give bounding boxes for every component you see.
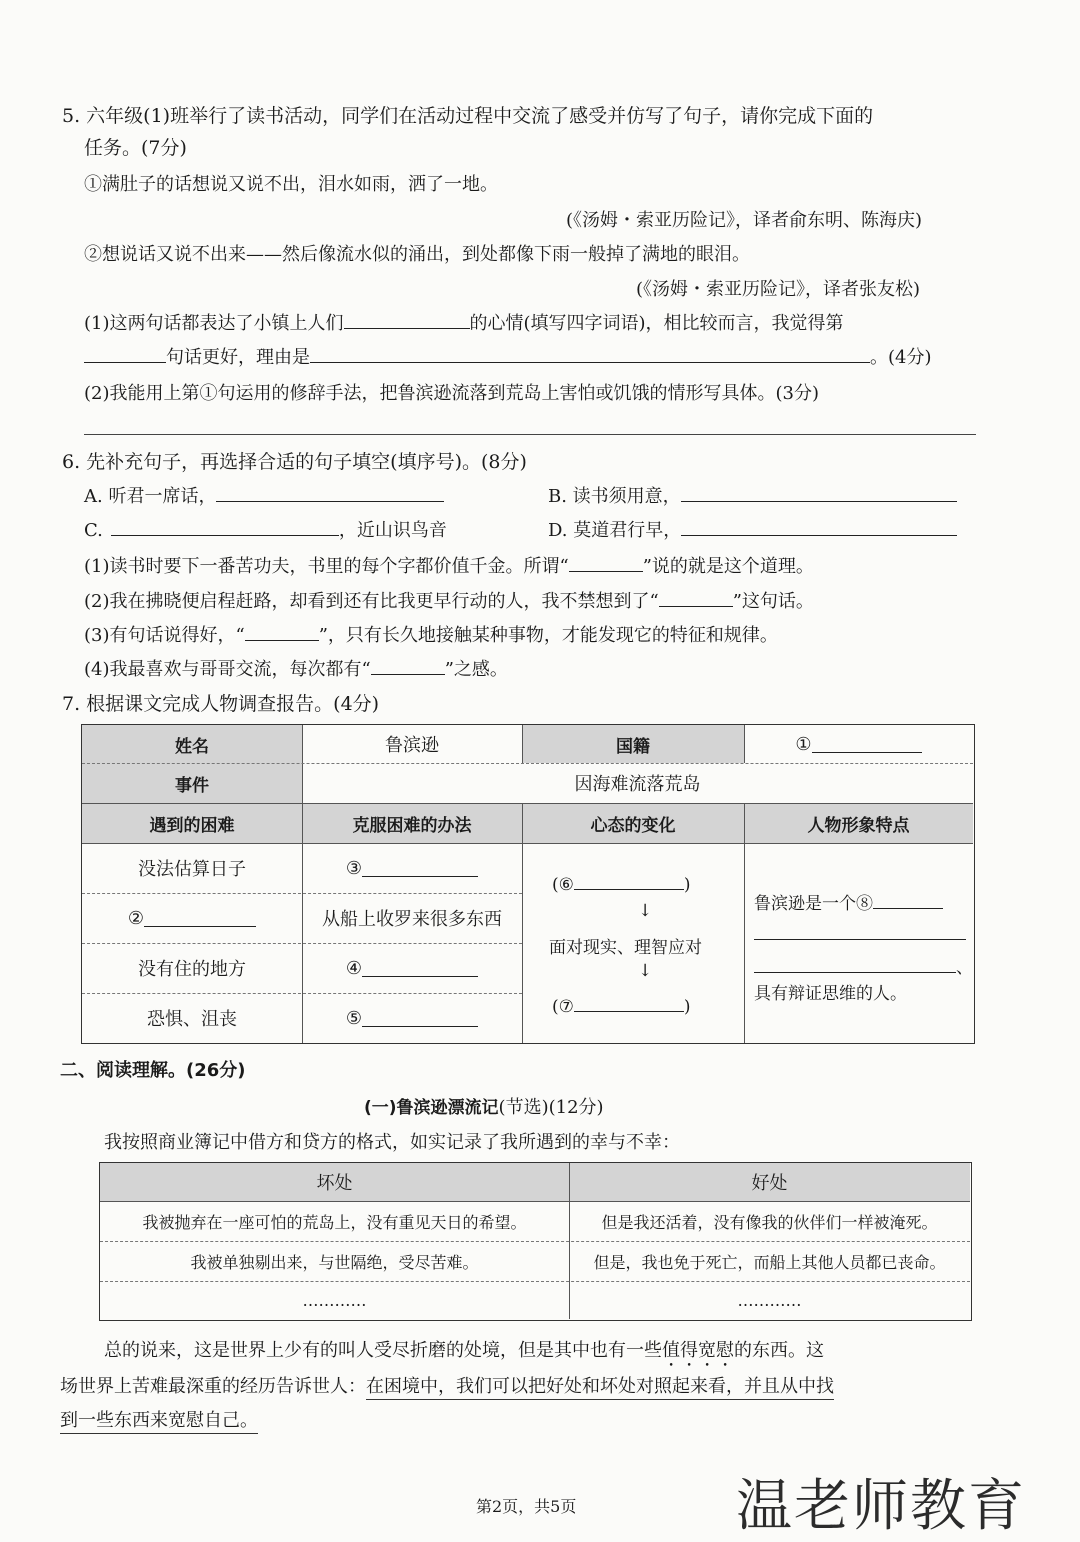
answer-blank[interactable] [216, 485, 444, 502]
th-bad: 坏处 [100, 1163, 569, 1201]
q6-item4: (4)我最喜欢与哥哥交流，每次都有“ ”之感。 [84, 659, 508, 680]
divider [82, 803, 973, 804]
th-difficulty: 遇到的困难 [82, 803, 302, 843]
answer-blank[interactable] [362, 1010, 478, 1027]
answer-blank[interactable] [310, 346, 870, 363]
q5-part1-line2: 句话更好，理由是 。(4分) [84, 343, 932, 369]
divider [82, 993, 522, 994]
q5-sentence-2-source: (《汤姆・索亚历险记》，译者张友松) [636, 279, 921, 300]
td-difficulty: 没有住的地方 [138, 959, 246, 980]
td-difficulty: 没法估算日子 [138, 859, 246, 880]
th-nationality: 国籍 [522, 725, 744, 763]
td-bad: ………… [302, 1290, 367, 1310]
th-good: 好处 [569, 1163, 970, 1201]
answer-blank[interactable] [371, 658, 445, 675]
q5-part2: (2)我能用上第①句运用的修辞手法，把鲁滨逊流落到荒岛上害怕或饥饿的情形写具体。(3分) [84, 383, 819, 404]
trait-line3: 、 [754, 953, 973, 978]
arrow-down-icon: ↓ [638, 901, 653, 921]
answer-blank[interactable] [84, 346, 166, 363]
answer-blank[interactable] [681, 485, 957, 502]
underlined-text: 到一些东西来宽慰自己。 [60, 1410, 258, 1434]
divider [100, 1241, 970, 1242]
td-good: 但是，我也免于死亡，而船上其他人员都已丧命。 [593, 1252, 946, 1272]
divider [82, 893, 522, 894]
q5-line1: 5. 六年级(1)班举行了读书活动，同学们在活动过程中交流了感受并仿写了句子，请你完成下面的 [62, 105, 874, 127]
divider [522, 803, 523, 1043]
th-traits: 人物形象特点 [744, 803, 973, 843]
passage-para3 [60, 1406, 258, 1432]
answer-blank[interactable] [362, 960, 478, 977]
q6-item1: (1)读书时要下一番苦功夫，书里的每个字都价值千金。所谓“ ”说的就是这个道理。 [84, 556, 814, 577]
th-event: 事件 [82, 763, 302, 803]
th-method: 克服困难的办法 [302, 803, 522, 843]
trait-line4: 具有辩证思维的人。 [754, 984, 907, 1004]
divider [522, 725, 523, 763]
trait-line1: 鲁滨逊是一个⑧ [754, 889, 943, 914]
passage-para1: 总的说来，这是世界上少有的叫人受尽折磨的处境，但是其中也有一些值得宽慰的东西。这 [104, 1340, 824, 1361]
q6-item2: (2)我在拂晓便启程赶路，却看到还有比我更早行动的人，我不禁想到了“ ”这句话。 [84, 591, 814, 612]
divider [100, 1281, 970, 1282]
q6-title: 6. 先补充句子，再选择合适的句子填空(填序号)。(8分) [62, 451, 527, 473]
answer-blank[interactable] [362, 860, 478, 877]
td-method: ③ [302, 843, 522, 893]
q6-option-a: A. 听君一席话， [84, 482, 444, 508]
watermark: 温老师教育 [736, 1474, 1026, 1539]
q5-sentence-2: ②想说话又说不出来——然后像流水似的涌出，到处都像下雨一般掉了满地的眼泪。 [84, 244, 750, 265]
divider [82, 843, 973, 844]
answer-line[interactable] [754, 939, 966, 940]
td-bad: 我被抛弃在一座可怕的荒岛上，没有重见天日的希望。 [142, 1212, 527, 1232]
td-name: 鲁滨逊 [385, 735, 439, 756]
td-difficulty: ② [82, 893, 302, 943]
answer-blank[interactable] [569, 555, 643, 572]
td-method: ⑤ [302, 993, 522, 1043]
td-good: 但是我还活着，没有像我的伙伴们一样被淹死。 [601, 1212, 938, 1232]
divider [744, 725, 745, 763]
arrow-down-icon: ↓ [638, 961, 653, 981]
q6-item3: (3)有句话说得好，“ ”，只有长久地接触某种事物，才能发现它的特征和规律。 [84, 625, 778, 646]
answer-blank[interactable] [344, 312, 470, 329]
td-good: ………… [737, 1290, 802, 1310]
answer-blank[interactable] [574, 873, 684, 890]
td-nationality: ① [744, 725, 973, 763]
answer-blank[interactable] [681, 519, 957, 536]
divider [744, 803, 745, 1043]
section2-heading: 二、阅读理解。(26分) [60, 1060, 246, 1081]
underlined-text: 在困境中，我们可以把好处和坏处对照起来看，并且从中找 [366, 1376, 834, 1400]
q6-option-d: D. 莫道君行早， [548, 516, 957, 542]
q5-sentence-1-source: (《汤姆・索亚历险记》，译者俞东明、陈海庆) [566, 210, 923, 231]
page-number: 第2页，共5页 [476, 1497, 577, 1516]
answer-blank[interactable] [754, 956, 956, 973]
divider [82, 943, 522, 944]
ledger-table [99, 1162, 972, 1321]
q6-option-c: C. ，近山识鸟音 [84, 520, 447, 541]
td-difficulty: 恐惧、沮丧 [147, 1009, 237, 1030]
answer-blank[interactable] [812, 736, 922, 753]
answer-blank[interactable] [873, 892, 943, 909]
answer-blank[interactable] [144, 910, 256, 927]
th-mood: 心态的变化 [522, 803, 744, 843]
passage-para2: 场世界上苦难最深重的经历告诉世人：在困境中，我们可以把好处和坏处对照起来看，并且从中找 [60, 1372, 834, 1398]
td-event: 因海难流落荒岛 [574, 774, 701, 795]
answer-blank[interactable] [111, 519, 339, 536]
answer-blank[interactable] [574, 995, 684, 1012]
q7-title: 7. 根据课文完成人物调查报告。(4分) [62, 693, 380, 715]
q5-part1-line1: (1)这两句话都表达了小镇上人们 的心情(填写四字词语)，相比较而言，我觉得第 [84, 313, 844, 334]
character-report-table [81, 724, 975, 1044]
divider [82, 763, 973, 764]
q5-line2: 任务。(7分) [84, 137, 187, 159]
mood-end: (⑦ ) [552, 997, 691, 1017]
q5-sentence-1: ①满肚子的话想说又说不出，泪水如雨，洒了一地。 [84, 174, 498, 195]
td-method: 从船上收罗来很多东西 [322, 909, 502, 930]
answer-blank[interactable] [245, 624, 319, 641]
passage-intro: 我按照商业簿记中借方和贷方的格式，如实记录了我所遇到的幸与不幸： [104, 1132, 680, 1153]
answer-line[interactable] [84, 434, 976, 435]
mood-start: (⑥ ) [552, 875, 691, 895]
answer-blank[interactable] [659, 590, 733, 607]
th-name: 姓名 [82, 725, 302, 763]
q6-option-b: B. 读书须用意， [548, 482, 957, 508]
divider [100, 1201, 970, 1202]
mood-middle: 面对现实、理智应对 [549, 938, 702, 958]
divider [302, 725, 303, 1043]
td-bad: 我被单独剔出来，与世隔绝，受尽苦难。 [190, 1252, 479, 1272]
passage-title: (一)鲁滨逊漂流记(节选)(12分) [364, 1097, 604, 1118]
td-method: ④ [302, 943, 522, 993]
